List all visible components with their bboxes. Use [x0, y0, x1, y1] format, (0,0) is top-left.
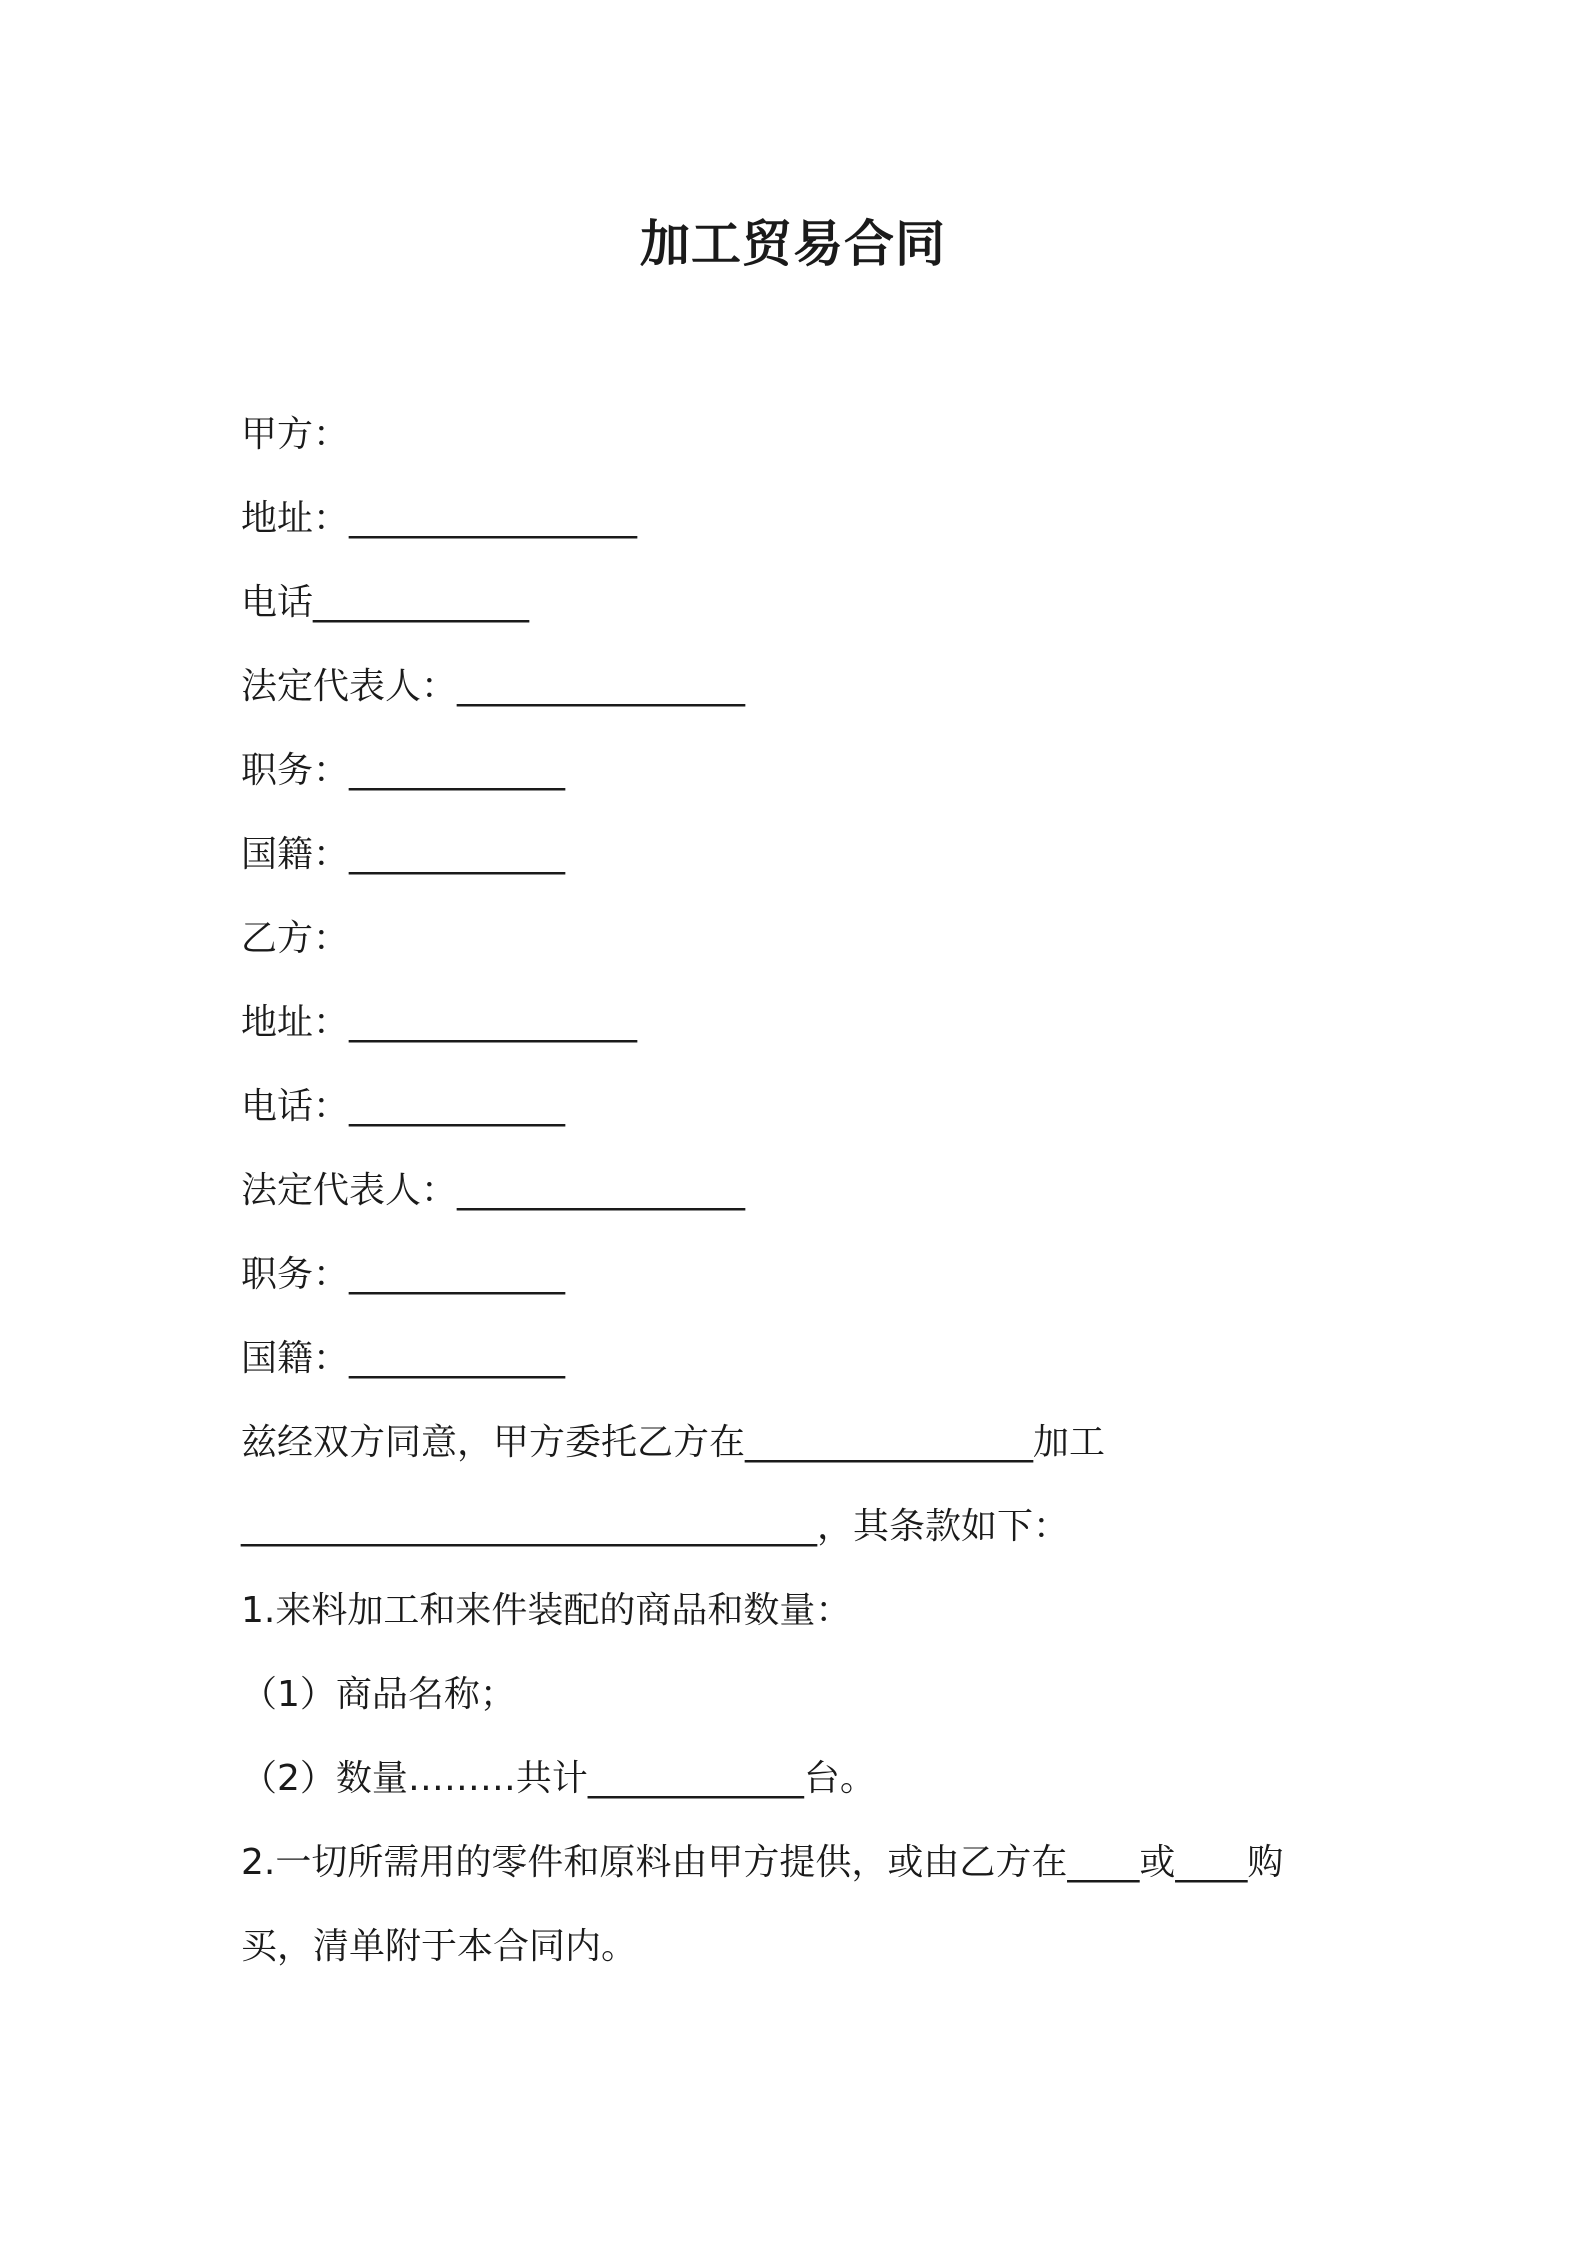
party-b-phone: 电话：____________ [241, 1086, 566, 1127]
party-b-position: 职务：____________ [241, 1254, 566, 1295]
clause-1-item-2: （2）数量………共计____________台。 [241, 1758, 876, 1799]
party-a-position: 职务：____________ [241, 750, 566, 791]
party-a-label: 甲方： [241, 414, 350, 455]
party-a-legal-rep: 法定代表人：________________ [241, 666, 746, 707]
clause-2-line-2: 买，清单附于本合同内。 [241, 1926, 638, 1967]
agreement-intro-line-1: 兹经双方同意，甲方委托乙方在________________加工 [241, 1422, 1106, 1463]
document-title: 加工贸易合同 [640, 215, 946, 273]
clause-2-line-1: 2.一切所需用的零件和原料由甲方提供，或由乙方在____或____购 [241, 1842, 1284, 1883]
party-a-address: 地址：________________ [241, 498, 638, 539]
party-b-label: 乙方： [241, 918, 350, 959]
clause-1-heading: 1.来料加工和来件装配的商品和数量： [241, 1590, 852, 1631]
clause-1-item-1: （1）商品名称； [241, 1674, 516, 1715]
agreement-intro-line-2: ________________________________，其条款如下： [241, 1506, 1070, 1547]
party-b-nationality: 国籍：____________ [241, 1338, 566, 1379]
party-b-legal-rep: 法定代表人：________________ [241, 1170, 746, 1211]
party-a-nationality: 国籍：____________ [241, 834, 566, 875]
party-a-phone: 电话____________ [241, 582, 530, 623]
party-b-address: 地址：________________ [241, 1002, 638, 1043]
